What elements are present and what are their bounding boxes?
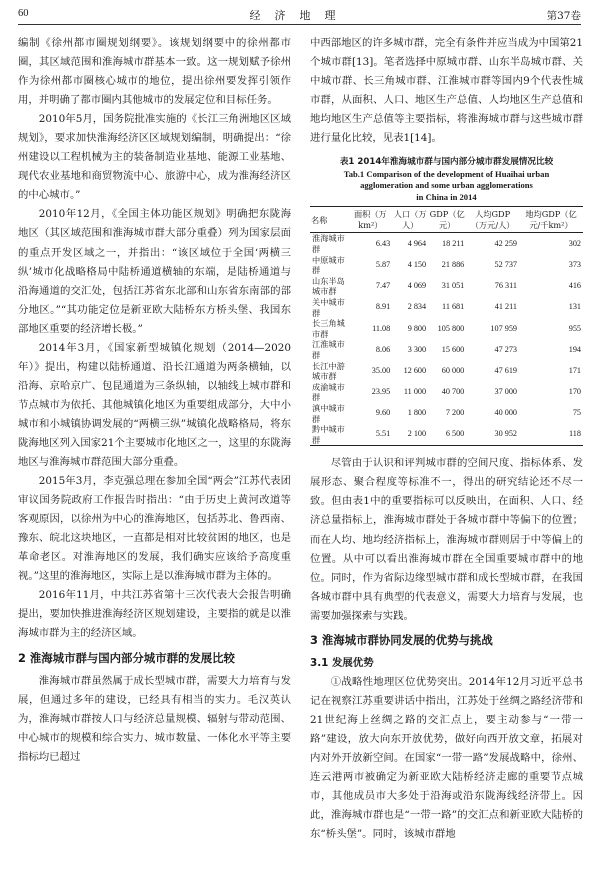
journal-title: 经济地理 [249, 9, 350, 22]
table-caption-en: agglomeration and some urban agglomerations [360, 180, 533, 191]
table-cell: 47 619 [494, 365, 518, 375]
comparison-table [310, 206, 583, 446]
table-row [310, 297, 583, 318]
table-cell: 18 211 [442, 238, 465, 248]
paragraph: 尽管由于认识和评判城市群的空间尺度、指标体系、发展形态、聚合程度等标准不一，得出的研究结论还不尽一致。但由表1中的重要指标可以反映出，在面积、人口、经济总量指标上，淮海城市群处于各城市群中等偏下的位置；而在人均、地均经济指标上，淮海城市群则居于中等偏上的位置。从中可以看出淮海城市群在全国重要城市群中的地位。同时，作为省际边缘型城市群和成长型城市群，在我国各城市群中具有典型的代表意义，需要大力培育与发展，也需要加强探索与实践。 [310, 457, 583, 622]
table-cell: 11.08 [372, 323, 391, 333]
table-cell: 4 150 [407, 259, 427, 269]
table-cell: 76 311 [494, 281, 518, 291]
table-cell: 47 273 [494, 344, 518, 354]
table-cell: 11 000 [403, 387, 427, 397]
table-cell: 75 [572, 408, 581, 418]
table-row [310, 339, 583, 360]
table-cell: 9 800 [407, 323, 427, 333]
table-cell: 302 [568, 238, 581, 248]
table-cell: 41 211 [494, 302, 518, 312]
table-row [310, 361, 583, 382]
table-row [310, 233, 583, 255]
table-cell: 山东半岛城市群 [312, 275, 345, 297]
page-number: 60 [18, 8, 29, 19]
paragraph: 2015年3月，李克强总理在参加全国“两会”江苏代表团审议国务院政府工作报告时指出：“由于历史上黄河改道等客观原因，以徐州为中心的淮海地区，包括苏北、鲁西南、豫东、皖北这块地区，一直都是相对比较贫困的地区，也是革命老区。对淮海地区的发展，我们确实应该给予高度重视。”这里的淮海地区，实际上是以淮海城市群为主体的。 [18, 475, 291, 583]
table-cell: 8.91 [375, 302, 391, 312]
table-row [310, 255, 583, 276]
table-cell: 107 959 [490, 323, 518, 333]
table-cell: 6 500 [445, 429, 465, 439]
section-heading: 3 淮海城市群协同发展的优势与挑战 [310, 632, 493, 647]
column-header: 人口（万人） [393, 209, 427, 230]
column-header: GDP（亿元） [429, 209, 465, 230]
paragraph: 编制《徐州都市圈规划纲要》。该规划纲要中的徐州都市圈，其区域范围和淮海城市群基本一致。这一规划赋予徐州作为徐州都市圈核心城市的地位，提出徐州要发挥引领作用，并明确了都市圈内其他城市的发展定位和目标任务。 [18, 37, 291, 107]
table-caption-en: in China in 2014 [416, 191, 477, 202]
column-header: 人均GDP（万元/人） [470, 209, 515, 230]
table-cell: 江淮城市群 [312, 339, 345, 360]
table-cell: 8.06 [375, 344, 391, 354]
table-cell: 7.47 [375, 281, 391, 291]
table-cell: 2 834 [407, 302, 427, 312]
table-cell: 31 051 [441, 281, 465, 291]
table-cell: 4 964 [407, 238, 427, 248]
table-cell: 7 200 [445, 408, 465, 418]
table-cell: 长三角城市群 [312, 318, 345, 339]
table-cell: 黔中城市群 [312, 424, 345, 445]
table-cell: 关中城市群 [312, 297, 345, 318]
table-cell: 23.95 [371, 387, 391, 397]
table-cell: 4 069 [407, 281, 427, 291]
table-cell: 105 800 [437, 323, 465, 333]
table-row [310, 276, 583, 297]
table-cell: 长江中游城市群 [312, 360, 345, 382]
table-cell: 淮海城市群 [312, 233, 345, 255]
table-cell: 171 [568, 365, 581, 375]
paragraph: 中西部地区的许多城市群，完全有条件并应当成为中国第21个城市群[13]。笔者选择中原城市群、山东半岛城市群、关中城市群、长三角城市群、江淮城市群等国内9个代表性城市群，从面积、人口、地区生产总值、人均地区生产总值和地均地区生产总值等主要指标，将淮海城市群与这些城市群进行量化比较，见表1[14]。 [310, 37, 583, 145]
paragraph: 2010年5月，国务院批准实施的《长江三角洲地区区域规划》，要求加快淮海经济区区域规划编制，明确提出：“徐州建设以工程机械为主的装备制造业基地、能源工业基地、现代农业基地和商贸物流中心、旅游中心，成为淮海经济区的中心城市。” [18, 113, 291, 202]
table-cell: 131 [568, 302, 581, 312]
table-cell: 40 000 [494, 408, 518, 418]
paragraph: 2016年11月，中共江苏省第十三次代表大会报告明确提出，要加快推进淮海经济区规划建设，主要指的就是以淮海城市群为主的经济区域。 [18, 589, 291, 640]
left-column [18, 34, 291, 767]
table-caption-en: Tab.1 Comparison of the development of Huaihai urban [343, 168, 550, 179]
table-cell: 3 300 [407, 344, 427, 354]
table-cell: 6.43 [375, 238, 391, 248]
table-row [310, 424, 583, 446]
table-cell: 5.51 [375, 429, 391, 439]
table-cell: 170 [568, 387, 581, 397]
paragraph: 2014年3月，《国家新型城镇化规划（2014—2020年）》提出，构建以陆桥通道、沿长江通道为两条横轴，以沿海、京哈京广、包昆通道为三条纵轴，以轴线上城市群和节点城市为依托、其他城镇化地区为重要组成部分，大中小城市和小城镇协调发展的“两横三纵”城镇化战略格局，将东陇海地区列入国家21个主要城市化地区之一，这里的东陇海地区与淮海城市群范围大部分重叠。 [18, 341, 291, 469]
table-row [310, 403, 583, 424]
table-caption-zh: 表1 2014年淮海城市群与国内部分城市群发展情况比较 [339, 157, 554, 168]
table-cell: 37 000 [494, 387, 518, 397]
table-cell: 40 700 [441, 387, 465, 397]
table-cell: 416 [568, 281, 581, 291]
table-cell: 60 000 [441, 365, 465, 375]
paragraph: 2010年12月，《全国主体功能区规划》明确把东陇海地区（其区域范围和淮海城市群大部分重叠）列为国家层面的重点开发区域之一，并指出：“该区域位于全国‘两横三纵’城市化战略格局中陆桥通道横轴的东端，是陆桥通道与沿海通道的交汇处，包括江苏省东北部和山东省东南部的部分地区。”“其功能定位是新亚欧大陆桥东方桥头堡、我国东部地区重要的经济增长极。” [18, 208, 291, 335]
table-cell: 12 600 [403, 365, 427, 375]
table-row [310, 318, 583, 339]
table-cell: 2 100 [407, 429, 427, 439]
column-header: 面积（万km²） [353, 209, 387, 230]
table-cell: 21 886 [441, 259, 465, 269]
paragraph: ①战略性地理区位优势突出。2014年12月习近平总书记在视察江苏重要讲话中指出，江苏处于丝绸之路经济带和21世纪海上丝绸之路的交汇点上，要主动参与“一带一路”建设，放大向东开放优势，做好向西开放文章，拓展对内对外开放新空间。在国家“一带一路”发展战略中，徐州、连云港两市被确定为新亚欧大陆桥经济走廊的重要节点城市，其他成员市大多处于沿海或沿东陇海线经济带上。因此，淮海城市群也是“一带一路”的交汇点和新亚欧大陆桥的东“桥头堡”。同时，该城市群地 [310, 675, 583, 841]
table-cell: 成渝城市群 [312, 381, 345, 403]
running-header [18, 5, 581, 25]
table-cell: 5.87 [375, 259, 391, 269]
subsection-heading: 3.1 发展优势 [310, 656, 374, 669]
table-cell: 15 600 [441, 344, 465, 354]
table-cell: 中原城市群 [312, 254, 345, 276]
table-cell: 11 681 [442, 302, 465, 312]
table-cell: 1 800 [407, 408, 427, 418]
table-cell: 42 259 [494, 238, 518, 248]
table-row [310, 382, 583, 403]
volume-label: 第37卷 [546, 10, 581, 22]
table-cell: 35.00 [371, 365, 391, 375]
table-header-row [310, 207, 583, 233]
table-cell: 118 [569, 429, 581, 439]
table-cell: 373 [568, 259, 581, 269]
table-caption [310, 157, 583, 203]
column-header: 名称 [311, 214, 328, 225]
section-heading: 2 淮海城市群与国内部分城市群的发展比较 [18, 650, 235, 665]
column-header: 地均GDP（亿元/千km²） [525, 209, 577, 230]
table-cell: 滇中城市群 [312, 402, 345, 424]
paragraph: 淮海城市群虽然属于成长型城市群，需要大力培育与发展，但通过多年的建设，已经具有相当的实力。毛汉英认为，淮海城市群按人口与经济总量规模、辐射与带动范围、中心城市的规模和综合实力、城市数量、一体化水平等主要指标均已超过 [18, 674, 291, 763]
right-column [310, 34, 583, 844]
table-cell: 30 952 [494, 429, 518, 439]
table-cell: 955 [568, 323, 581, 333]
table-cell: 52 737 [494, 259, 518, 269]
table-cell: 9.60 [375, 408, 391, 418]
table-cell: 194 [568, 344, 581, 354]
